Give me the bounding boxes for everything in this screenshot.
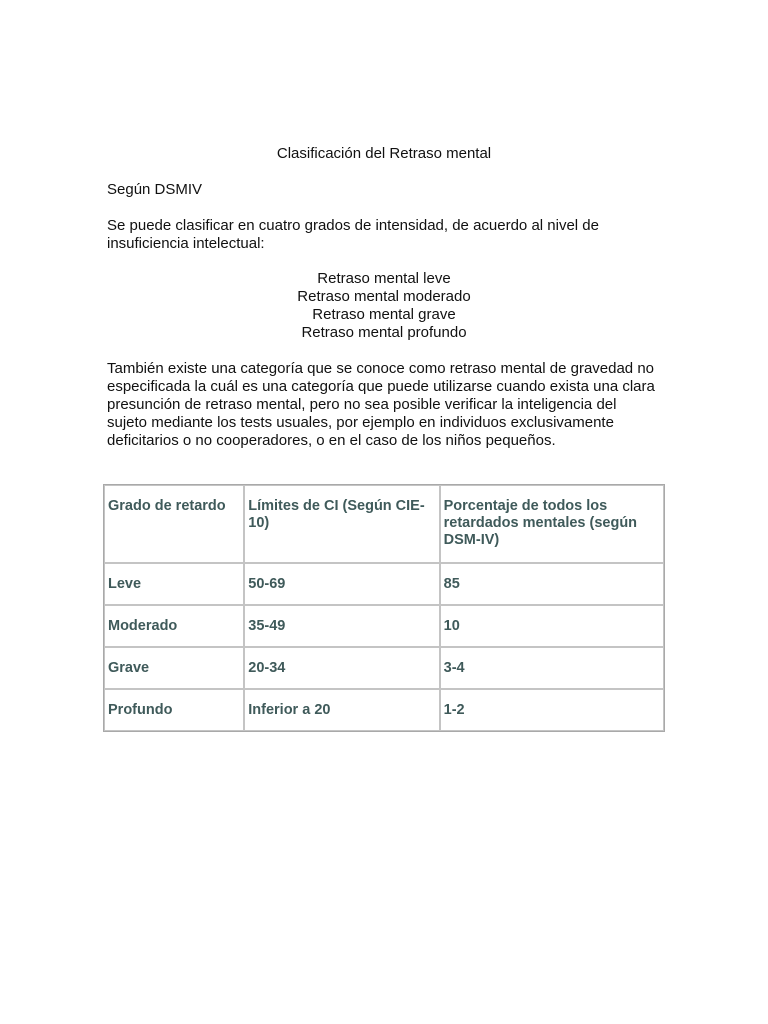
table-row bbox=[104, 647, 664, 689]
table-row bbox=[104, 563, 664, 605]
table-cell: 50-69 bbox=[244, 563, 439, 605]
table-cell: Grave bbox=[104, 647, 244, 689]
document-subtitle: Según DSMIV bbox=[107, 181, 203, 198]
grade-item: Retraso mental moderado bbox=[297, 288, 471, 305]
table-header-cell: Límites de CI (Según CIE-10) bbox=[244, 485, 439, 563]
table-cell: Profundo bbox=[104, 689, 244, 731]
grades-list bbox=[0, 270, 768, 342]
table-header-cell: Porcentaje de todos los retardados mentales (según DSM-IV) bbox=[440, 485, 664, 563]
body-paragraph bbox=[107, 360, 667, 450]
paragraph-line: presunción de retraso mental, pero no sea posible verificar la inteligencia del bbox=[107, 396, 617, 413]
paragraph-line: especificada la cuál es una categoría que puede utilizarse cuando exista una clara bbox=[107, 378, 655, 395]
table-cell: 10 bbox=[440, 605, 664, 647]
table-cell: 3-4 bbox=[440, 647, 664, 689]
table-header-row bbox=[104, 485, 664, 563]
paragraph-line: deficitarios o no cooperadores, o en el caso de los niños pequeños. bbox=[107, 432, 556, 449]
table-cell: 35-49 bbox=[244, 605, 439, 647]
table-row bbox=[104, 689, 664, 731]
grade-item: Retraso mental profundo bbox=[301, 324, 467, 341]
intro-paragraph: Se puede clasificar en cuatro grados de intensidad, de acuerdo al nivel de insuficiencia intelectual: bbox=[107, 217, 599, 252]
table-cell: 85 bbox=[440, 563, 664, 605]
paragraph-line: sujeto mediante los tests usuales, por ejemplo en individuos exclusivamente bbox=[107, 414, 614, 431]
grade-item: Retraso mental leve bbox=[317, 270, 451, 287]
table-cell: 20-34 bbox=[244, 647, 439, 689]
grade-item: Retraso mental grave bbox=[312, 306, 456, 323]
table-cell: 1-2 bbox=[440, 689, 664, 731]
paragraph-line: También existe una categoría que se conoce como retraso mental de gravedad no bbox=[107, 360, 655, 377]
classification-table bbox=[103, 484, 665, 732]
table-cell: Moderado bbox=[104, 605, 244, 647]
table-header-cell: Grado de retardo bbox=[104, 485, 244, 563]
table-cell: Leve bbox=[104, 563, 244, 605]
table-row bbox=[104, 605, 664, 647]
document-title: Clasificación del Retraso mental bbox=[276, 145, 492, 162]
table-cell: Inferior a 20 bbox=[244, 689, 439, 731]
